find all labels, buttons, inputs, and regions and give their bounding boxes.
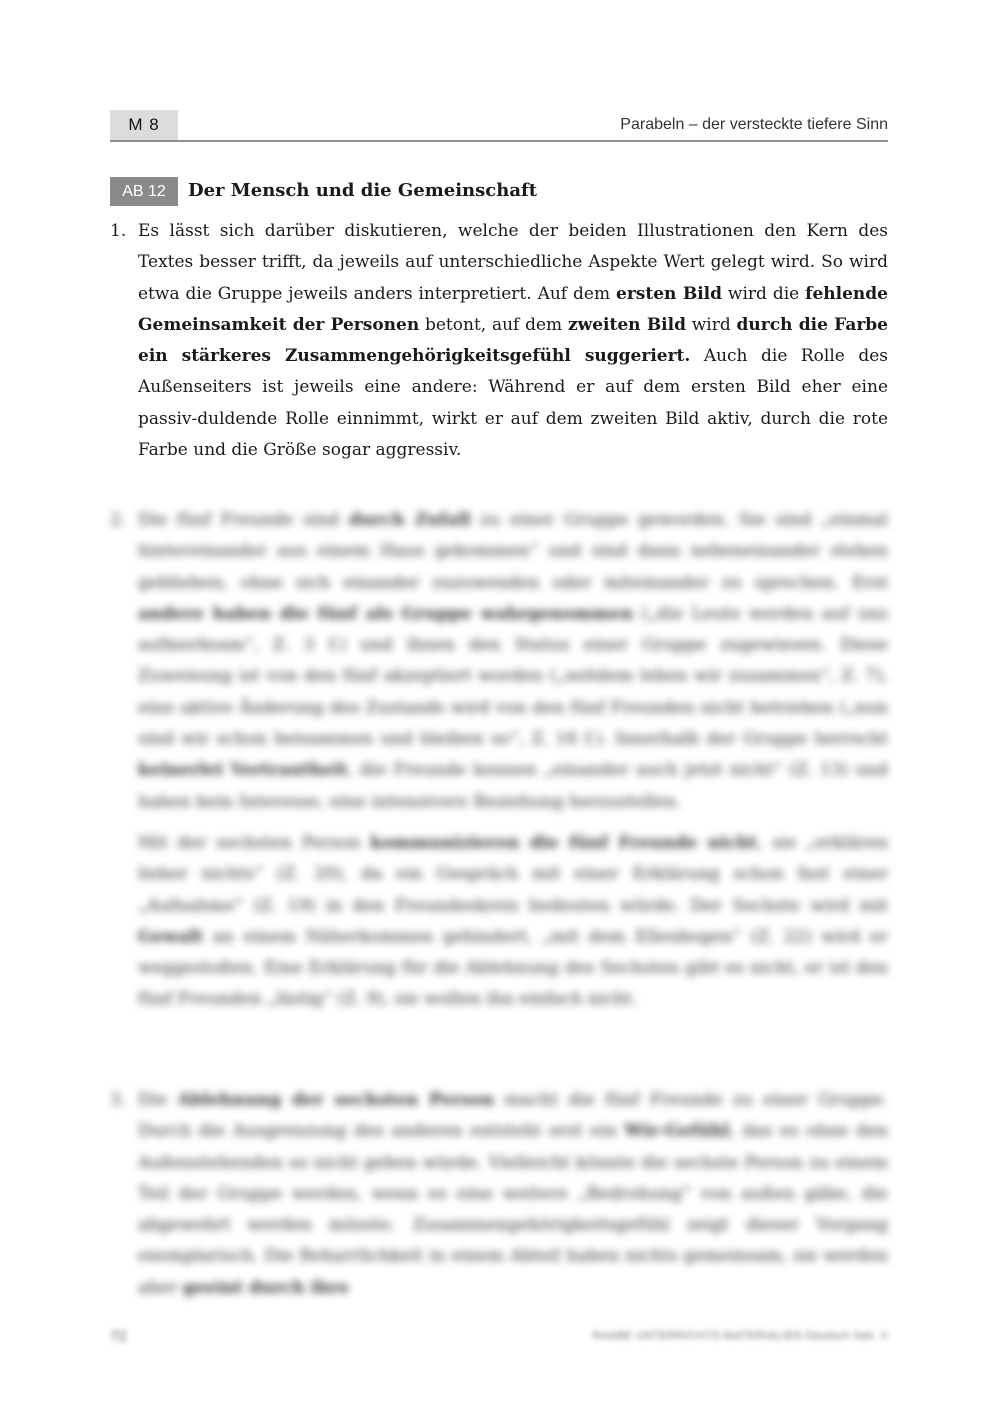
page-number: 72 (110, 1328, 127, 1345)
publisher-line: RAABE UNTERRICHTS-MATERIALIEN Deutsch Sek. II (592, 1330, 888, 1342)
worksheet-badge: AB 12 (110, 177, 178, 206)
item-number: 2. (110, 510, 127, 530)
item-text: Es lässt sich darüber diskutieren, welche der beiden Illustrationen den Kern des Textes besser trifft, da jeweils auf unterschiedliche Aspekte Wert gelegt wird. So wird etwa die Gruppe jeweils anders interpretiert. Auf dem ersten Bild wird die fehlende Gemeinsamkeit der Personen betont, auf dem zweiten Bild wird durch die Farbe ein stärkeres Zusammengehörigkeitsgefühl suggeriert. Auch die Rolle des Außenseiters ist jeweils eine andere: Während er auf dem ersten Bild eher eine passiv-duldende Rolle einnimmt, wirkt er auf dem zweiten Bild aktiv, durch die rote Farbe und die Größe sogar aggressiv. (138, 221, 888, 461)
item-text: Die Ablehnung der sechsten Person macht die fünf Freunde zu einer Gruppe. Durch die Ausgrenzung des anderen entsteht erst ein Wir-Gefühl, das es ohne den Außenstehenden so nicht geben würde. Vielleicht könnte die sechste Person zu einem Teil der Gruppe werden, wenn es eine weitere „Bedrohung“ von außen gäbe, die abgewehrt werden müsste. Zusammengehörigkeitsgefühl zeigt dieser Vorgang exemplarisch. Die Beharrlichkeit in einem Abteil haben nichts gemeinsam, sie werden aber geeint durch ihre (138, 1090, 888, 1298)
item-text: Die fünf Freunde sind durch Zufall zu einer Gruppe geworden. Sie sind „einmal hintereinander aus einem Haus gekommen“ und sind dann nebeneinander stehen geblieben, ohne sich einander zuzuwenden oder miteinander zu sprechen. Erst andere haben die fünf als Gruppe wahrgenommen („die Leute werden auf uns aufmerksam“, Z. 3 f.) und ihnen den Status einer Gruppe zugewiesen. Diese Zuweisung ist von den fünf akzeptiert worden („seitdem leben wir zusammen“, Z. 7), eine aktive Änderung des Zustands wird von den fünf Freunden nicht betrieben („nun sind wir schon beisammen und bleiben so“, Z. 16 f.). Innerhalb der Gruppe herrscht keinerlei Vertrautheit, die Freunde kennen „einander auch jetzt nicht“ (Z. 13) und haben kein Interesse, eine intensivere Beziehung herzustellen. (138, 510, 889, 812)
item-number: 3. (110, 1090, 127, 1110)
material-badge: M 8 (110, 110, 178, 140)
page-footer (110, 1328, 888, 1348)
page-header (110, 110, 888, 142)
answer-item-1 (110, 216, 888, 466)
item-text-continued: Mit der sechsten Person kommunizieren die fünf Freunde nicht, sie „erklären lieber nichts“ (Z. 20), da ein Gespräch mit einer Erklärung schon fast einer „Aufnahme“ (Z. 19) in den Freundeskreis bedeuten würde. Der Sechste wird mit Gewalt an einem Näherkommen gehindert, „mit dem Ellenbogen“ (Z. 22) wird er weggestoßen. Eine Erklärung für die Ablehnung des Sechsten gibt es nicht, er ist den fünf Freunden „lästig“ (Z. 9), sie wollen ihn einfach nicht. (138, 832, 889, 1010)
section-title: Der Mensch und die Gemeinschaft (188, 180, 538, 201)
answer-item-2 (110, 505, 888, 1016)
section-heading (110, 177, 888, 207)
header-title: Parabeln – der versteckte tiefere Sinn (620, 116, 888, 133)
answer-item-3 (110, 1085, 888, 1304)
item-number: 1. (110, 221, 127, 241)
